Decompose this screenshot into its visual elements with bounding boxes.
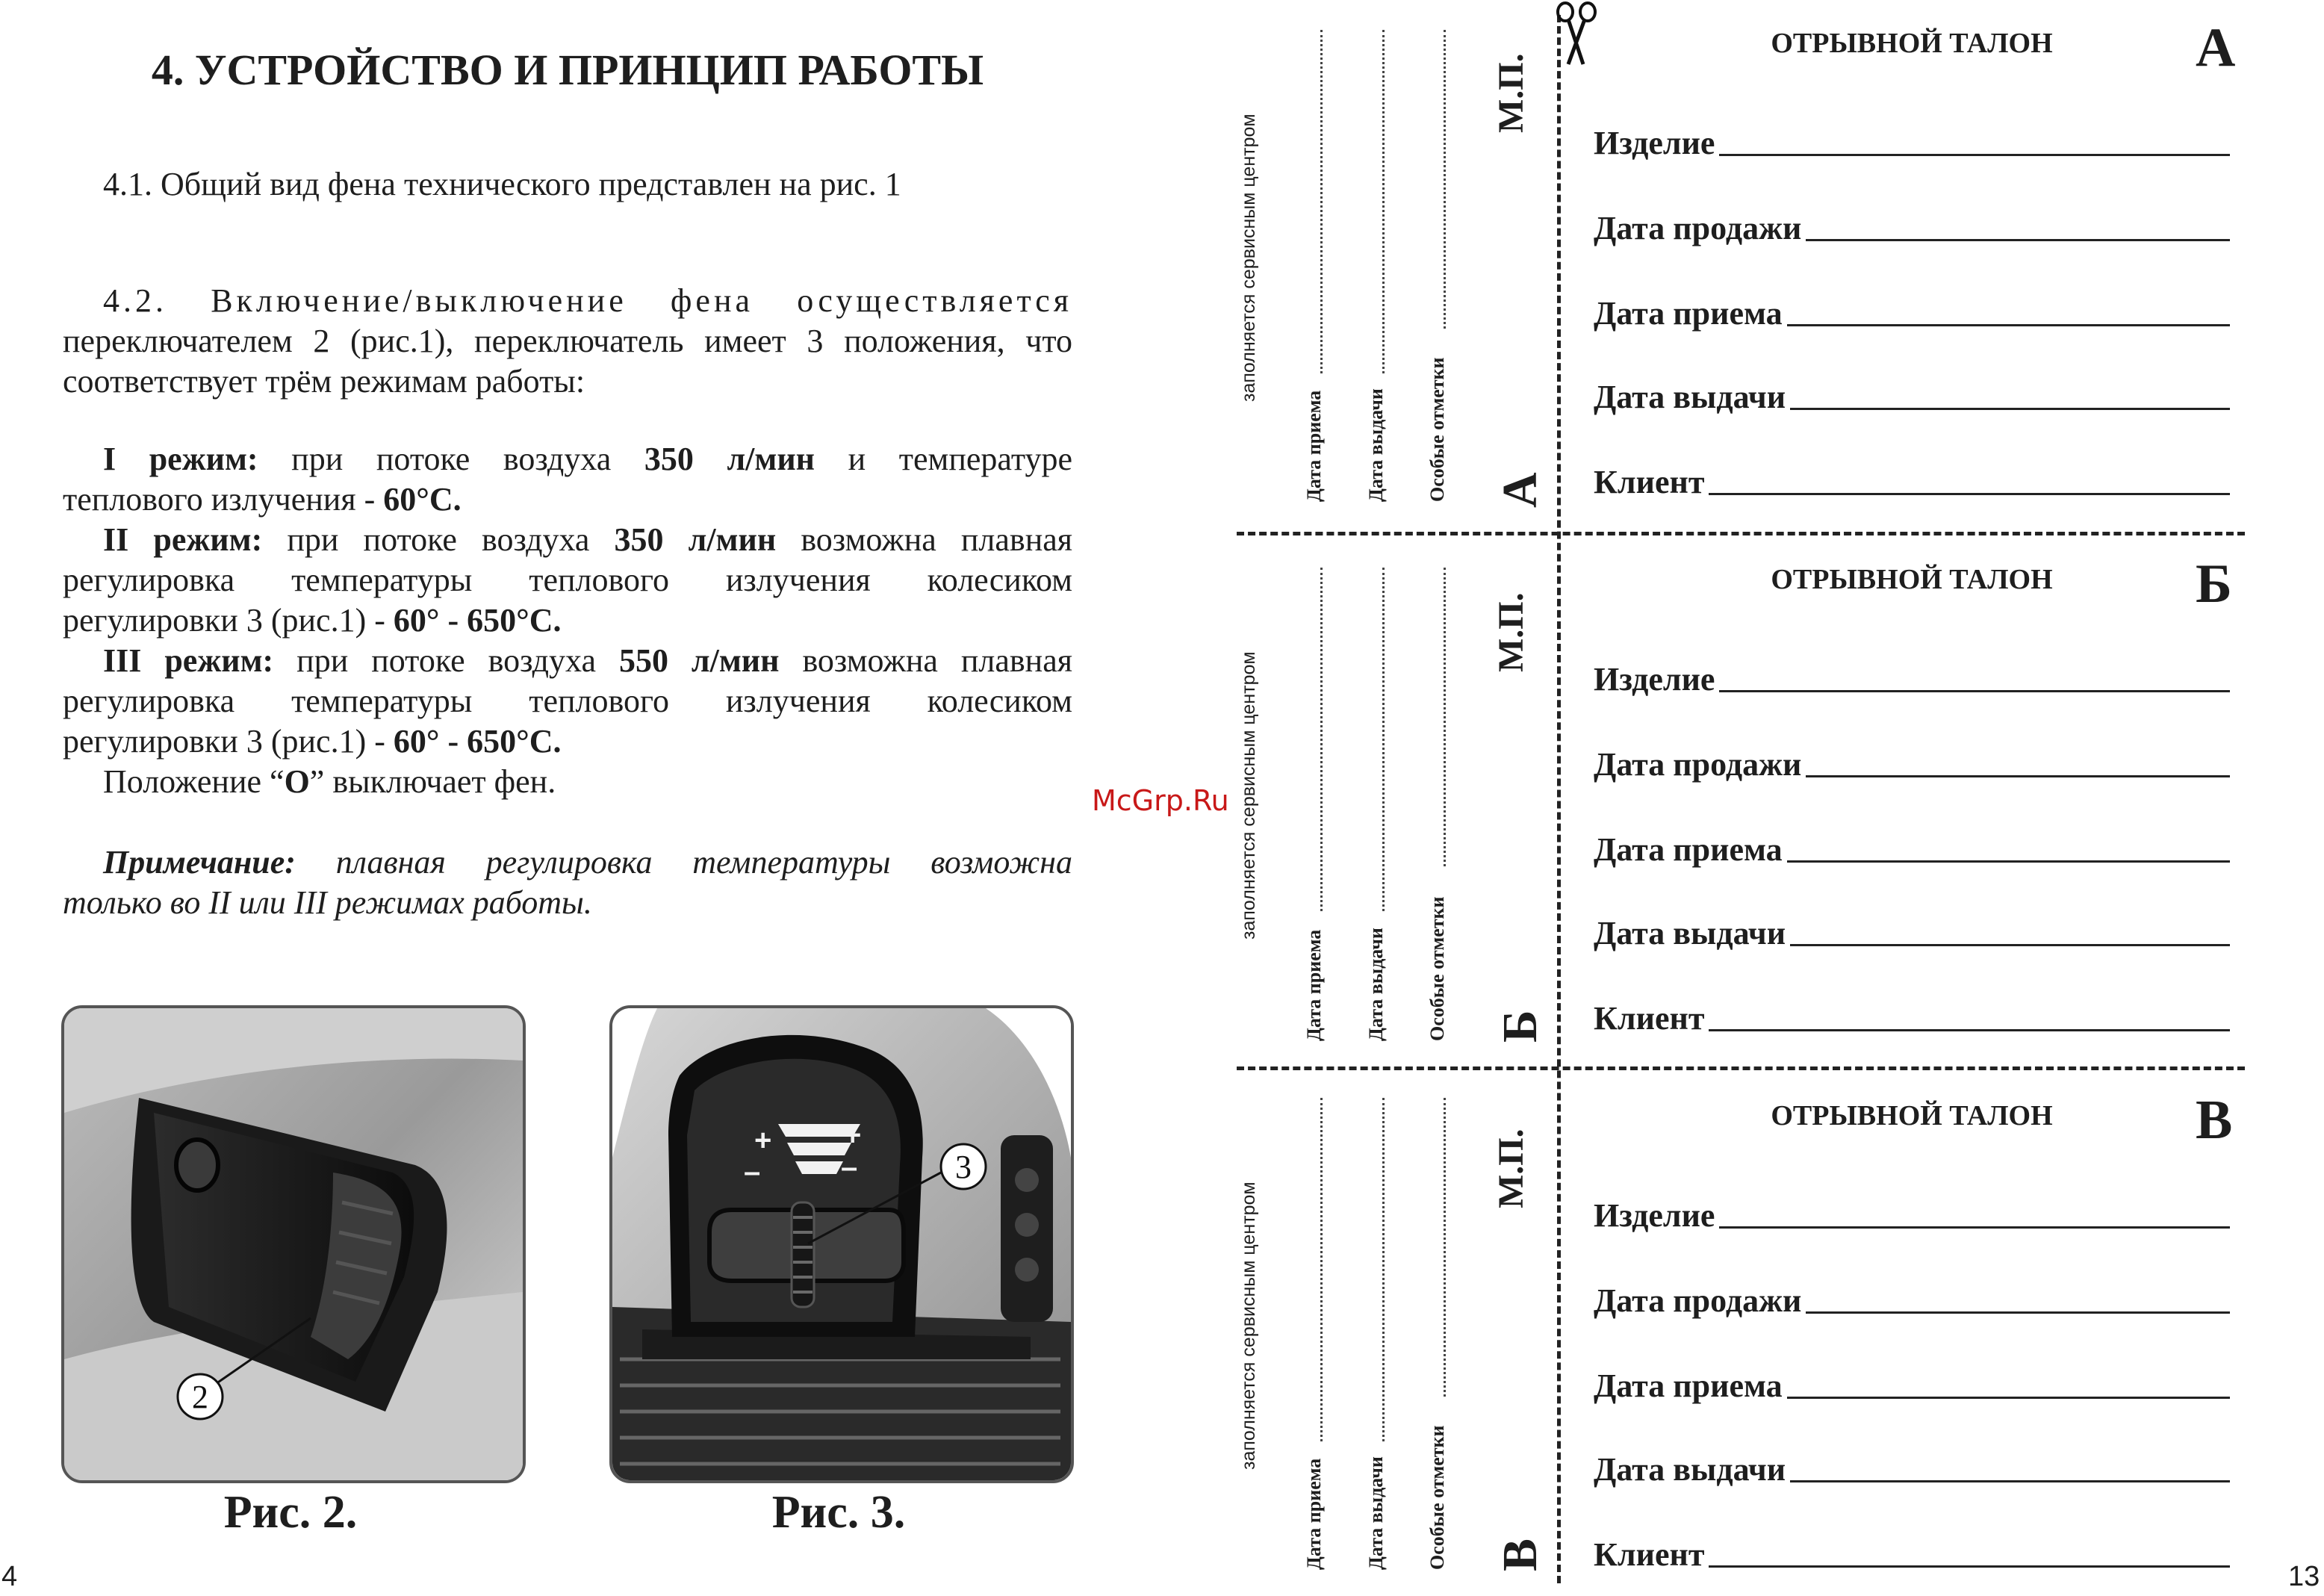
ticket-v-field-client[interactable] [1594, 1536, 2230, 1574]
stub-b-service-label: заполняется сервисным центром [1238, 651, 1259, 940]
mode-3-flow: 550 л/мин [618, 642, 780, 679]
mode-1-text2: и температуре [815, 441, 1072, 477]
scissors-icon [1553, 1, 1598, 66]
field-line[interactable] [1709, 1565, 2230, 1568]
p42-line2: переключателем 2 (рис.1), переключатель имеет 3 положения, что [63, 323, 1072, 359]
cut-line-1 [1237, 532, 2245, 535]
paragraph-4-2 [63, 281, 1072, 402]
note-block [63, 842, 1072, 923]
mode-3-block [63, 641, 1072, 762]
mode-2-block [63, 520, 1072, 641]
stub-v-dots-3 [1444, 1098, 1446, 1397]
note-line1: плавная регулировка температуры возможна [295, 844, 1072, 881]
page-number-left: 4 [1, 1561, 18, 1592]
ticket-v-field-sale-date[interactable] [1594, 1282, 2230, 1320]
field-line[interactable] [1787, 323, 2230, 326]
figure-2-photo [61, 1005, 526, 1483]
ticket-v-letter: В [2196, 1090, 2233, 1151]
mode-3-temp: 60° - 650°C. [393, 723, 562, 760]
stub-a-stamp: М.П. [1491, 53, 1531, 133]
ticket-a-field-client[interactable] [1594, 463, 2230, 501]
ticket-b-field-sale-date[interactable] [1594, 745, 2230, 783]
stub-a-dots-3 [1444, 30, 1446, 329]
mode-1-temp: 60°C. [383, 481, 462, 518]
field-line[interactable] [1790, 943, 2230, 946]
field-line[interactable] [1790, 407, 2230, 410]
field-label: Дата приема [1594, 1367, 1783, 1404]
field-line[interactable] [1806, 1311, 2230, 1314]
switch-illustration [64, 1008, 523, 1480]
mode-2-text3: регулировки 3 (рис.1) - [63, 602, 394, 639]
field-line[interactable] [1719, 153, 2230, 156]
vertical-cut-line [1557, 15, 1561, 1583]
mode-2-flow: 350 л/мин [614, 521, 777, 558]
ticket-b-title: ОТРЫВНОЙ ТАЛОН [1771, 564, 2053, 595]
field-label: Дата продажи [1594, 1282, 1802, 1319]
mode-1-text3: теплового излучения - [63, 481, 384, 518]
figure-3-photo [609, 1005, 1074, 1483]
mode-3-line2: регулировка температуры теплового излучения колесиком [63, 683, 1072, 719]
field-label: Клиент [1594, 1000, 1705, 1037]
mode-1-block [63, 439, 1072, 520]
mode-1-text: при потоке воздуха [258, 441, 644, 477]
minus-left-icon: – [744, 1155, 761, 1188]
ticket-b-letter: Б [2196, 553, 2232, 615]
stub-b-stamp: М.П. [1491, 592, 1531, 672]
page-number-right: 13 [2288, 1561, 2320, 1592]
ticket-a-letter: А [2196, 17, 2236, 78]
field-line[interactable] [1806, 238, 2230, 241]
field-line[interactable] [1719, 689, 2230, 692]
field-label: Дата приема [1594, 831, 1783, 868]
ticket-v-field-product[interactable] [1594, 1196, 2230, 1235]
field-line[interactable] [1709, 492, 2230, 495]
plus-right-icon: + [844, 1119, 862, 1152]
field-label: Дата продажи [1594, 746, 1802, 783]
mode-3-text2: возможна плавная [779, 642, 1072, 679]
field-line[interactable] [1806, 774, 2230, 777]
field-label: Дата выдачи [1594, 915, 1786, 951]
watermark: McGrp.Ru [1092, 784, 1229, 817]
mode-2-label: II режим: [103, 521, 263, 558]
stub-a-dots-2 [1382, 30, 1385, 373]
note-label: Примечание: [103, 844, 296, 881]
mode-1-flow: 350 л/мин [644, 441, 815, 477]
stub-a-dots-1 [1320, 30, 1323, 373]
figure-3-callout: 3 [955, 1149, 972, 1185]
p42-line3: соответствует трём режимам работы: [63, 363, 585, 400]
stub-v-stamp: М.П. [1491, 1128, 1531, 1208]
regulator-wheel-illustration [612, 1008, 1071, 1480]
stub-v-service-label: заполняется сервисным центром [1238, 1182, 1259, 1470]
off-position-text [103, 762, 1113, 802]
ticket-b-field-receive-date[interactable] [1594, 830, 2230, 869]
p42-line1: 4.2. Включение/выключение фена осуществляется [103, 282, 1072, 319]
stub-v-date-issued: Дата выдачи [1365, 1456, 1387, 1570]
field-label: Клиент [1594, 464, 1705, 500]
ticket-b-field-issue-date[interactable] [1594, 914, 2230, 952]
cut-line-2 [1237, 1066, 2245, 1070]
section-title: 4. УСТРОЙСТВО И ПРИНЦИП РАБОТЫ [151, 46, 984, 94]
field-line[interactable] [1787, 860, 2230, 863]
stub-a-date-issued: Дата выдачи [1365, 388, 1387, 502]
stub-b-notes: Особые отметки [1426, 896, 1448, 1041]
note-line2: только во II или III режимах работы. [63, 884, 592, 921]
ticket-v-field-issue-date[interactable] [1594, 1450, 2230, 1488]
stub-a-notes: Особые отметки [1426, 357, 1448, 502]
field-label: Дата выдачи [1594, 1451, 1786, 1488]
field-label: Изделие [1594, 1197, 1715, 1234]
stub-a-letter: А [1493, 472, 1547, 508]
stub-v-date-received: Дата приема [1303, 1458, 1325, 1570]
ticket-a-title: ОТРЫВНОЙ ТАЛОН [1771, 28, 2053, 59]
ticket-a-field-issue-date[interactable] [1594, 378, 2230, 416]
stub-a-service-label: заполняется сервисным центром [1238, 114, 1259, 402]
field-line[interactable] [1709, 1028, 2230, 1031]
mode-3-label: III режим: [103, 642, 274, 679]
ticket-v-title: ОТРЫВНОЙ ТАЛОН [1771, 1100, 2053, 1131]
ticket-a-field-product[interactable] [1594, 124, 2230, 162]
stub-v-letter: В [1493, 1538, 1547, 1571]
stub-b-date-issued: Дата выдачи [1365, 928, 1387, 1041]
ticket-b-field-client[interactable] [1594, 999, 2230, 1037]
paragraph-4-1: 4.1. Общий вид фена технического представлен на рис. 1 [103, 166, 901, 202]
plus-left-icon: + [754, 1124, 772, 1157]
mode-2-line2: регулировка температуры теплового излучения колесиком [63, 562, 1072, 598]
figure-3-caption: Рис. 3. [771, 1487, 906, 1538]
stub-b-date-received: Дата приема [1303, 929, 1325, 1041]
mode-2-temp: 60° - 650°C. [393, 602, 562, 639]
off-text1: Положение “ [103, 763, 285, 800]
mode-2-text: при потоке воздуха [262, 521, 615, 558]
ticket-v-field-receive-date[interactable] [1594, 1367, 2230, 1405]
field-label: Дата приема [1594, 295, 1783, 332]
mode-3-text3: регулировки 3 (рис.1) - [63, 723, 394, 760]
field-label: Дата выдачи [1594, 379, 1786, 415]
figure-2-caption: Рис. 2. [223, 1487, 358, 1538]
off-symbol: O [284, 763, 310, 800]
field-label: Дата продажи [1594, 210, 1802, 246]
stub-b-dots-1 [1320, 568, 1323, 911]
stub-v-notes: Особые отметки [1426, 1425, 1448, 1570]
stub-v-dots-1 [1320, 1098, 1323, 1441]
stub-b-letter: Б [1493, 1010, 1547, 1043]
ticket-a-field-sale-date[interactable] [1594, 209, 2230, 247]
field-label: Клиент [1594, 1536, 1705, 1573]
field-line[interactable] [1719, 1226, 2230, 1229]
mode-1-label: I режим: [103, 441, 258, 477]
stub-b-dots-3 [1444, 568, 1446, 866]
field-label: Изделие [1594, 661, 1715, 698]
mode-3-text: при потоке воздуха [273, 642, 619, 679]
mode-2-text2: возможна плавная [776, 521, 1073, 558]
ticket-b-field-product[interactable] [1594, 660, 2230, 698]
stub-v-dots-2 [1382, 1098, 1385, 1441]
figure-2-callout: 2 [192, 1379, 208, 1415]
field-line[interactable] [1790, 1479, 2230, 1482]
off-text2: ” выключает фен. [309, 763, 556, 800]
ticket-a-field-receive-date[interactable] [1594, 294, 2230, 332]
field-line[interactable] [1787, 1396, 2230, 1399]
minus-right-icon: – [841, 1151, 858, 1184]
field-label: Изделие [1594, 125, 1715, 161]
stub-b-dots-2 [1382, 568, 1385, 911]
stub-a-date-received: Дата приема [1303, 390, 1325, 502]
